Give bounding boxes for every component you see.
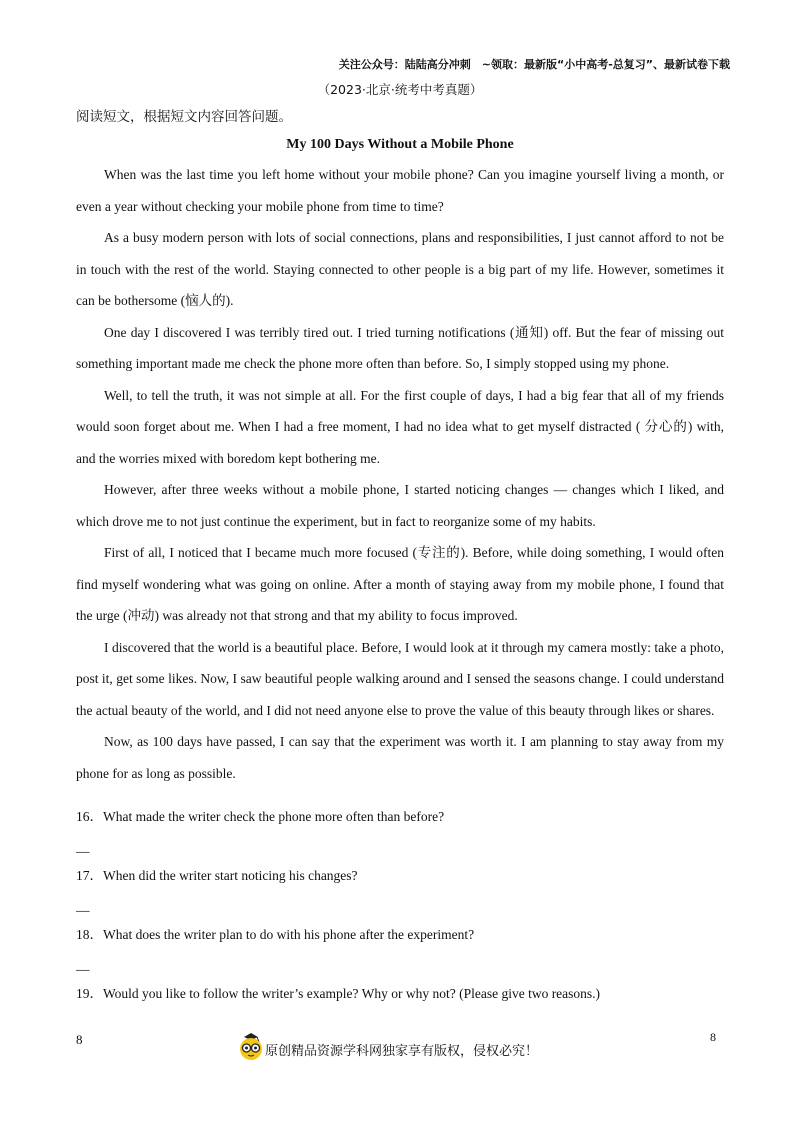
paragraph: First of all, I noticed that I became much more focused (专注的). Before, while doing something, I would often find myself wondering what was going on online. After a month of staying away from my mobile phone, I found that the urge (冲动) was already not that strong and that my ability to focus improved. — [76, 545, 724, 623]
question-number: 19． — [76, 986, 103, 1001]
answer-blank-16[interactable]: __ — [76, 839, 90, 854]
paragraph: Now, as 100 days have passed, I can say that the experiment was worth it. I am planning to stay away from my phone for as long as possible. — [76, 734, 724, 781]
article-title: My 100 Days Without a Mobile Phone — [286, 137, 514, 152]
question-text: What does the writer plan to do with his phone after the experiment? — [103, 927, 475, 942]
question-17 — [76, 861, 724, 891]
copyright-notice: 原创精品资源学科网独家享有版权，侵权必究！ — [265, 1044, 539, 1059]
exam-source: （2023·北京·统考中考真题） — [317, 82, 483, 97]
paragraph: One day I discovered I was terribly tired out. I tried turning notifications (通知) off. But the fear of missing out something important made me check the phone more often than before. So, I simply stopped using my phone. — [76, 324, 724, 371]
paragraph: When was the last time you left home without your mobile phone? Can you imagine yourself living a month, or even a year without checking your mobile phone from time to time? — [76, 167, 724, 214]
question-number: 18． — [76, 927, 103, 942]
question-number: 16． — [76, 809, 103, 824]
question-text: When did the writer start noticing his changes? — [103, 868, 358, 883]
page-number-right: 8 — [710, 1030, 716, 1044]
paragraph: Well, to tell the truth, it was not simple at all. For the first couple of days, I had a big fear that all of my friends would soon forget about me. When I had a free moment, I had no idea what to get myself distracted ( 分心的) with, and the worries mixed with boredom kept bothering me. — [76, 387, 724, 466]
questions — [76, 802, 724, 1009]
question-number: 17． — [76, 868, 103, 883]
paragraph: However, after three weeks without a mobile phone, I started noticing changes — changes which I liked, and which drove me to not just continue the experiment, but in fact to reorganize some of my habits. — [76, 482, 724, 529]
question-text: Would you like to follow the writer’s example? Why or why not? (Please give two reasons.) — [103, 986, 601, 1001]
question-text: What made the writer check the phone more often than before? — [103, 809, 445, 824]
paragraph: I discovered that the world is a beautiful place. Before, I would look at it through my camera mostly: take a photo, post it, get some likes. Now, I saw beautiful people walking around and I sensed the seasons change. I could understand the actual beauty of the world, and I did not need anyone else to prove the value of this beauty through likes or shares. — [76, 639, 724, 718]
answer-blank-17[interactable]: __ — [76, 898, 90, 913]
paragraph: As a busy modern person with lots of social connections, plans and responsibilities, I just cannot afford to not be in touch with the rest of the world. Staying connected to other people is a big part of my life. However, sometimes it can be bothersome (恼人的). — [76, 230, 724, 308]
article-body — [76, 159, 724, 789]
question-18 — [76, 920, 724, 950]
owl-mascot-icon — [236, 1031, 266, 1061]
page-number-left: 8 — [76, 1032, 83, 1047]
question-19 — [76, 979, 724, 1009]
instruction: 阅读短文，根据短文内容回答问题。 — [76, 109, 292, 125]
question-16 — [76, 802, 724, 832]
header-note: 关注公众号：陆陆高分冲刺 ~领取：最新版“小中高考-总复习”、最新试卷下载 — [338, 58, 730, 71]
answer-blank-18[interactable]: __ — [76, 957, 90, 972]
